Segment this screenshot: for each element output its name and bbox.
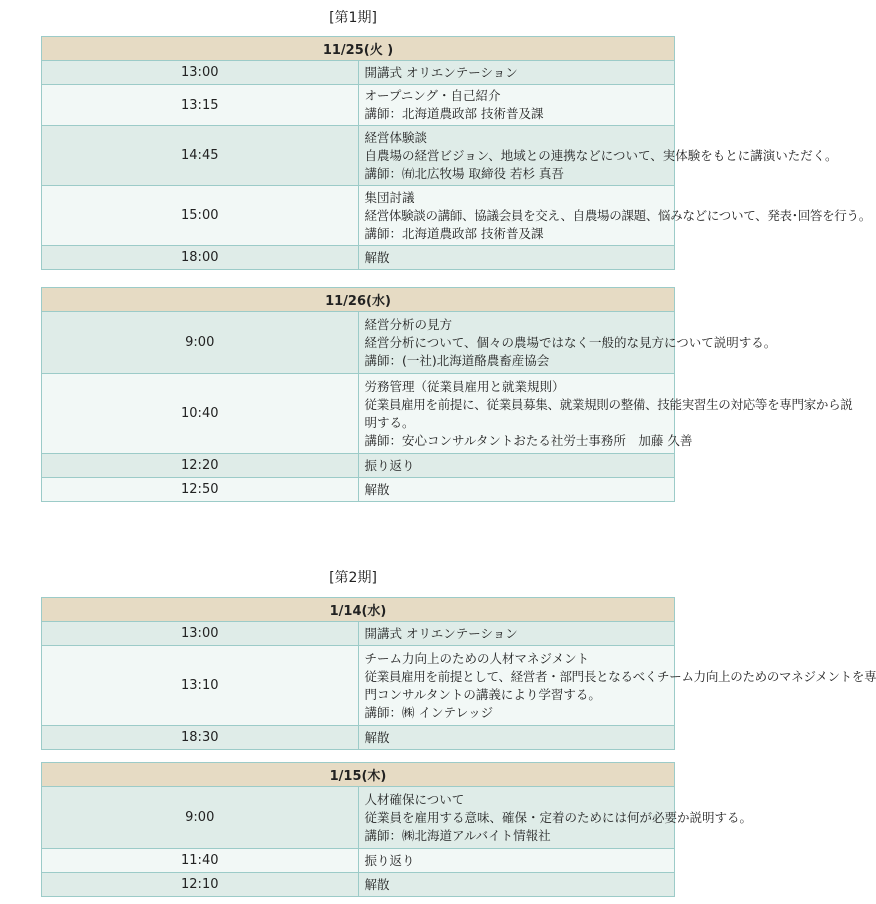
row-description <box>358 873 675 897</box>
row-time: 13:00 <box>42 61 359 85</box>
row-description <box>358 85 675 126</box>
row-line: 解散 <box>364 249 390 265</box>
table-row <box>42 873 675 897</box>
row-line: 解散 <box>364 729 390 745</box>
row-time: 15:00 <box>42 186 359 246</box>
row-line: オープニング・自己紹介 <box>364 88 501 103</box>
row-time: 13:15 <box>42 85 359 126</box>
row-time: 18:30 <box>42 726 359 750</box>
row-description <box>358 186 871 246</box>
term-2-day-2-table <box>41 762 753 897</box>
term-1-day-1-table <box>41 36 871 270</box>
row-description <box>358 622 675 646</box>
row-line: 従業員雇用を前提に、従業員募集、就業規則の整備、技能実習生の対応等を専門家から説 <box>364 396 853 412</box>
row-line: 解散 <box>364 876 390 892</box>
row-line: 自農場の経営ビジョン、地域との連携などについて、実体験をもとに講演いただく。 <box>364 147 838 163</box>
table-row <box>42 454 675 478</box>
day-header: 1/15(木) <box>42 763 675 787</box>
row-line: 経営分析について、個々の農場ではなく一般的な見方について説明する。 <box>364 334 777 350</box>
row-line: 経営体験談 <box>364 129 428 145</box>
table-row <box>42 622 675 646</box>
row-time: 9:00 <box>42 312 359 374</box>
row-line: 講師：㈱北海道アルバイト情報社 <box>364 827 551 843</box>
row-line: 振り返り <box>364 852 415 868</box>
term-1-day-2-table <box>41 287 853 502</box>
row-time: 9:00 <box>42 787 359 849</box>
row-time: 12:50 <box>42 478 359 502</box>
day-header: 11/25(火 ) <box>42 37 675 61</box>
row-time: 14:45 <box>42 126 359 186</box>
row-description <box>358 849 675 873</box>
row-line: 解散 <box>364 481 390 497</box>
row-time: 12:10 <box>42 873 359 897</box>
table-row <box>42 726 675 750</box>
row-line: 従業員を雇用する意味、確保・定着のためには何が必要か説明する。 <box>364 809 753 825</box>
row-description <box>358 61 675 85</box>
row-time: 10:40 <box>42 374 359 454</box>
row-line: 集団討議 <box>364 189 415 205</box>
row-description <box>358 646 876 726</box>
row-description <box>358 126 838 186</box>
row-line: 講師：㈲北広牧場 取締役 若杉 真吾 <box>364 165 564 181</box>
table-row <box>42 849 675 873</box>
row-line: 従業員雇用を前提として、経営者・部門長となるべくチーム力向上のためのマネジメントを専 <box>364 668 876 684</box>
row-line: 労務管理（従業員雇用と就業規則） <box>364 378 565 394</box>
row-description <box>358 787 753 849</box>
row-line: 経営体験談の講師、協議会員を交え、自農場の課題、悩みなどについて、発表･回答を行う。 <box>364 207 871 223</box>
row-description <box>358 454 675 478</box>
row-description <box>358 312 777 374</box>
day-header: 1/14(水) <box>42 598 675 622</box>
table-row <box>42 85 675 126</box>
row-line: チーム力向上のための人材マネジメント <box>364 650 590 666</box>
table-row <box>42 374 675 454</box>
term-2-day-1-table <box>41 597 876 750</box>
row-line: 開講式 オリエンテーション <box>364 64 518 80</box>
row-description <box>358 726 675 750</box>
row-time: 18:00 <box>42 246 359 270</box>
table-row <box>42 186 675 246</box>
row-description <box>358 374 853 454</box>
row-line: 人材確保について <box>364 791 465 807</box>
term-2-heading: [第2期] <box>329 570 377 586</box>
row-description <box>358 478 675 502</box>
row-line: 講師：(一社)北海道酪農畜産協会 <box>364 352 550 368</box>
row-line: 振り返り <box>364 457 415 473</box>
table-row <box>42 646 675 726</box>
row-time: 13:00 <box>42 622 359 646</box>
table-row <box>42 312 675 374</box>
table-row <box>42 478 675 502</box>
row-line: 開講式 オリエンテーション <box>364 625 518 641</box>
row-line: 経営分析の見方 <box>364 316 453 332</box>
table-row <box>42 126 675 186</box>
table-row <box>42 61 675 85</box>
row-line: 講師：北海道農政部 技術普及課 <box>364 106 544 121</box>
row-time: 12:20 <box>42 454 359 478</box>
row-line: 講師：㈱ インテレッジ <box>364 704 494 720</box>
table-row <box>42 246 675 270</box>
row-line: 講師：北海道農政部 技術普及課 <box>364 225 544 241</box>
day-header: 11/26(水) <box>42 288 675 312</box>
row-line: 明する。 <box>364 414 415 430</box>
term-1-heading: [第1期] <box>329 10 377 26</box>
row-time: 11:40 <box>42 849 359 873</box>
table-row <box>42 787 675 849</box>
row-line: 講師：安心コンサルタントおたる社労士事務所 加藤 久善 <box>364 432 693 448</box>
row-time: 13:10 <box>42 646 359 726</box>
row-description <box>358 246 675 270</box>
row-line: 門コンサルタントの講義により学習する。 <box>364 686 601 702</box>
